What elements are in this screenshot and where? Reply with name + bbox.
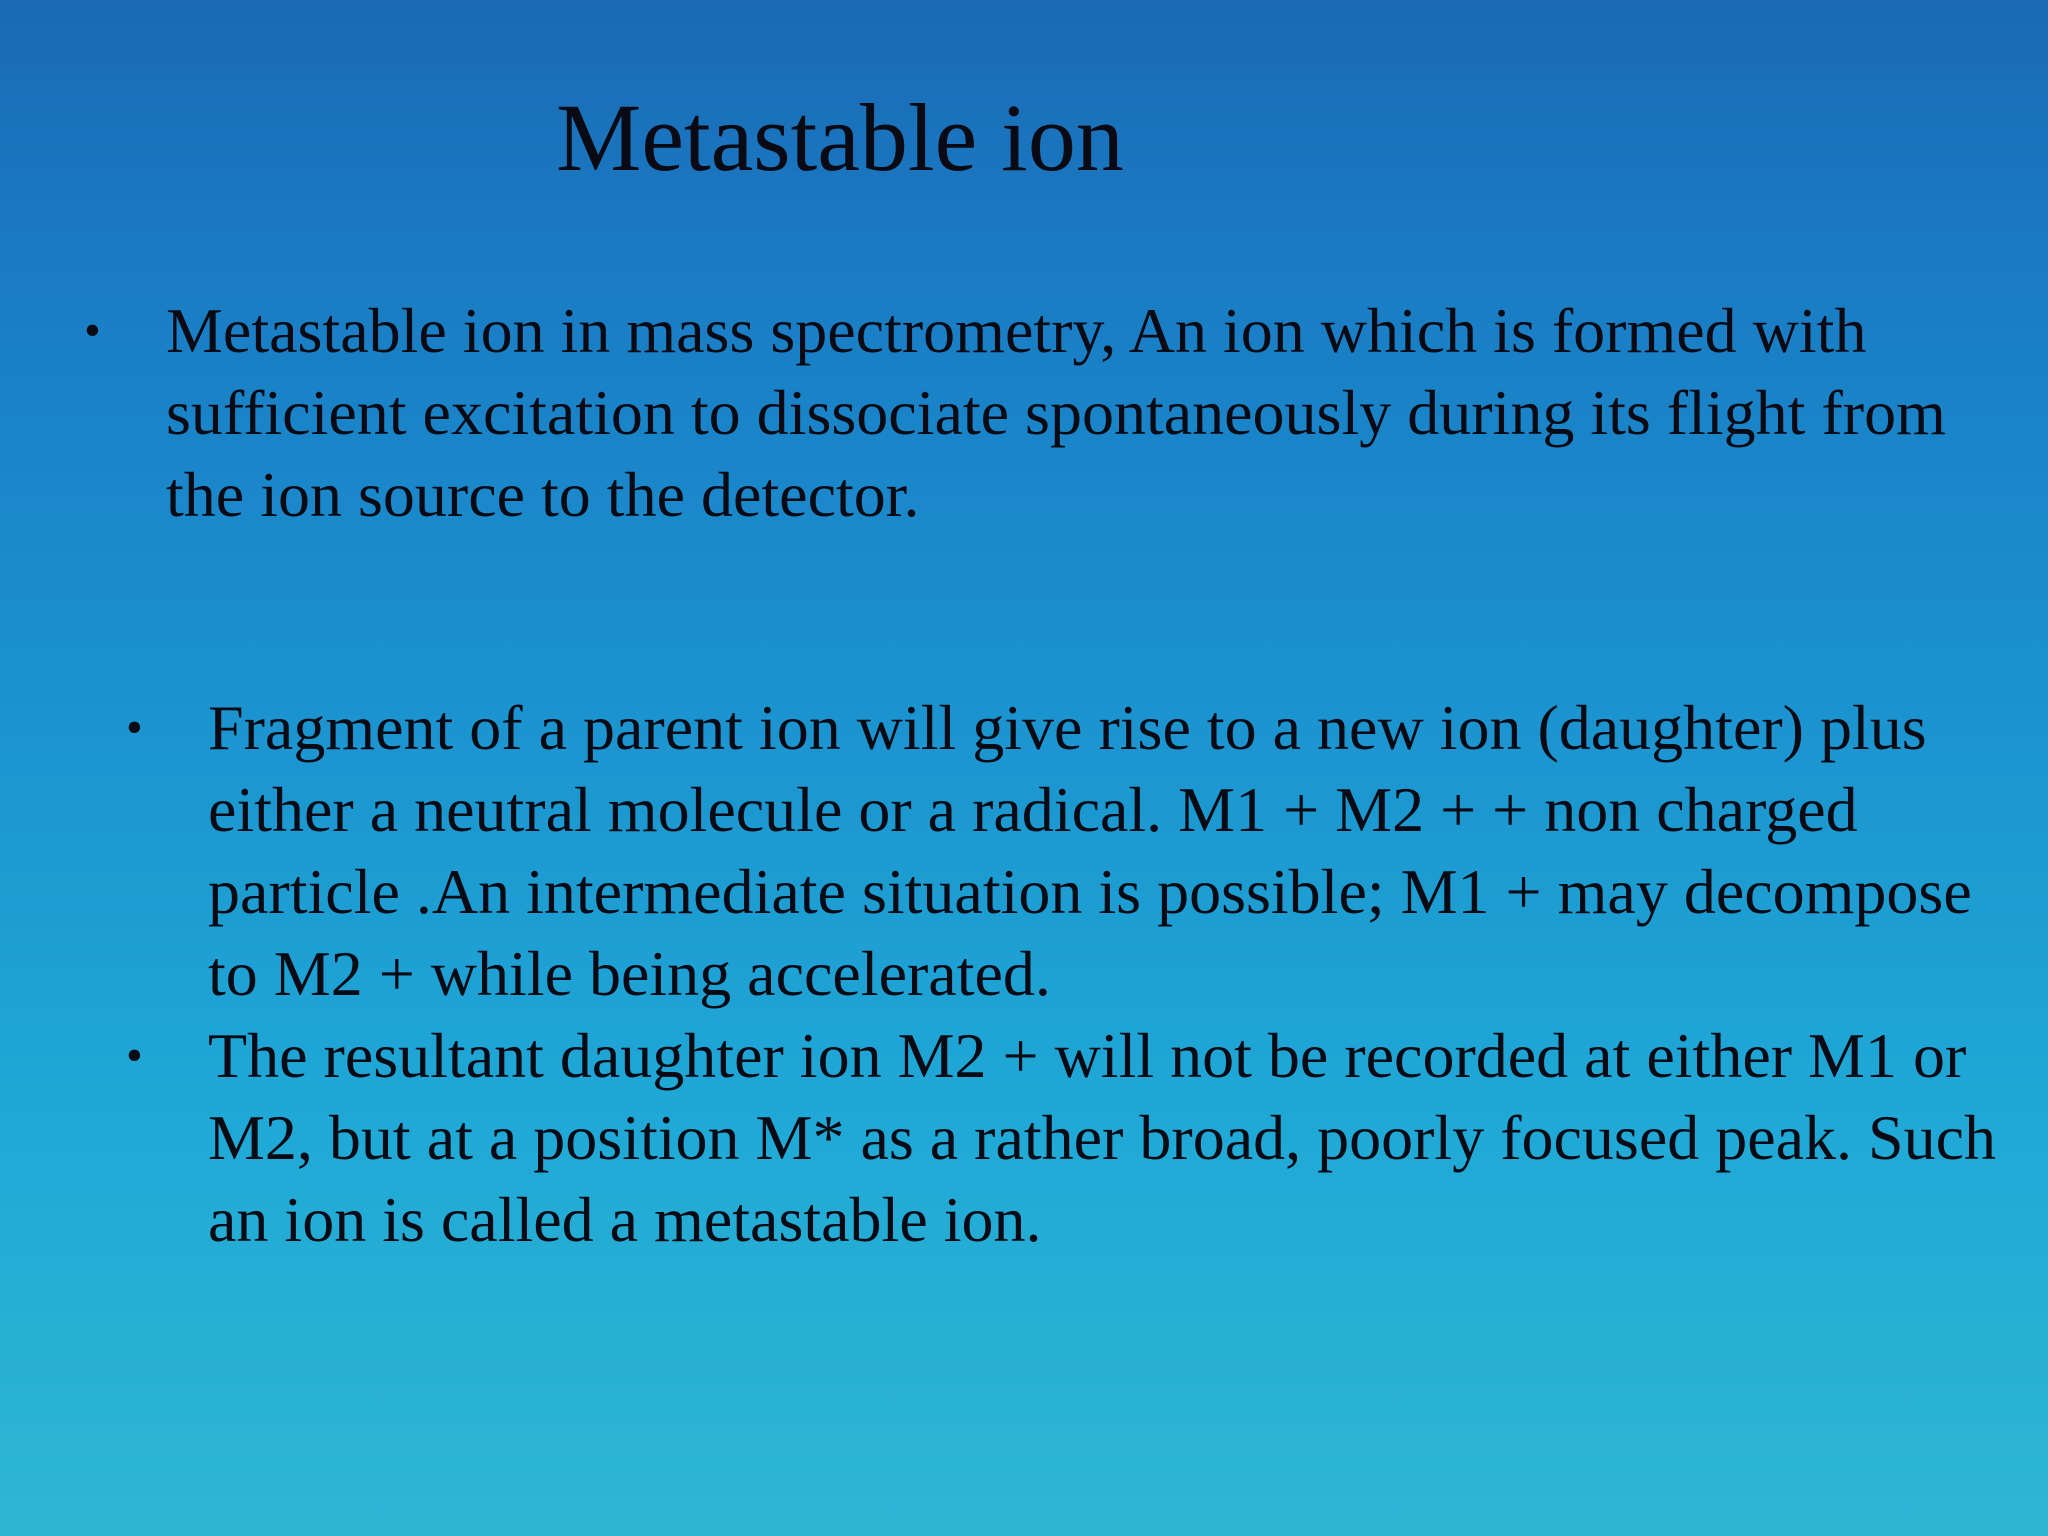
bullet-icon: • bbox=[126, 1029, 143, 1082]
slide-title: Metastable ion bbox=[556, 84, 1124, 191]
bullet-text: Fragment of a parent ion will give rise to a new ion (daughter) plus either a neutral molecule or a radical. M1 + M2 + + non charged particle .An intermediate situation is possible; M1 + may decompose to M2 + while being accelerated. bbox=[208, 692, 1972, 1009]
bullet-icon: • bbox=[126, 701, 143, 754]
bullet-list-second bbox=[126, 687, 2006, 1261]
bullet-item bbox=[84, 290, 1984, 536]
bullet-item bbox=[126, 687, 2006, 1015]
bullet-item bbox=[126, 1015, 2006, 1261]
bullet-icon: • bbox=[84, 304, 101, 357]
bullet-text: Metastable ion in mass spectrometry, An ion which is formed with sufficient excitation to dissociate spontaneously during its flight from the ion source to the detector. bbox=[166, 295, 1946, 530]
bullet-text: The resultant daughter ion M2 + will not be recorded at either M1 or M2, but at a position M* as a rather broad, poorly focused peak. Such an ion is called a metastable ion. bbox=[208, 1020, 1997, 1255]
bullet-list-first bbox=[84, 290, 1984, 536]
